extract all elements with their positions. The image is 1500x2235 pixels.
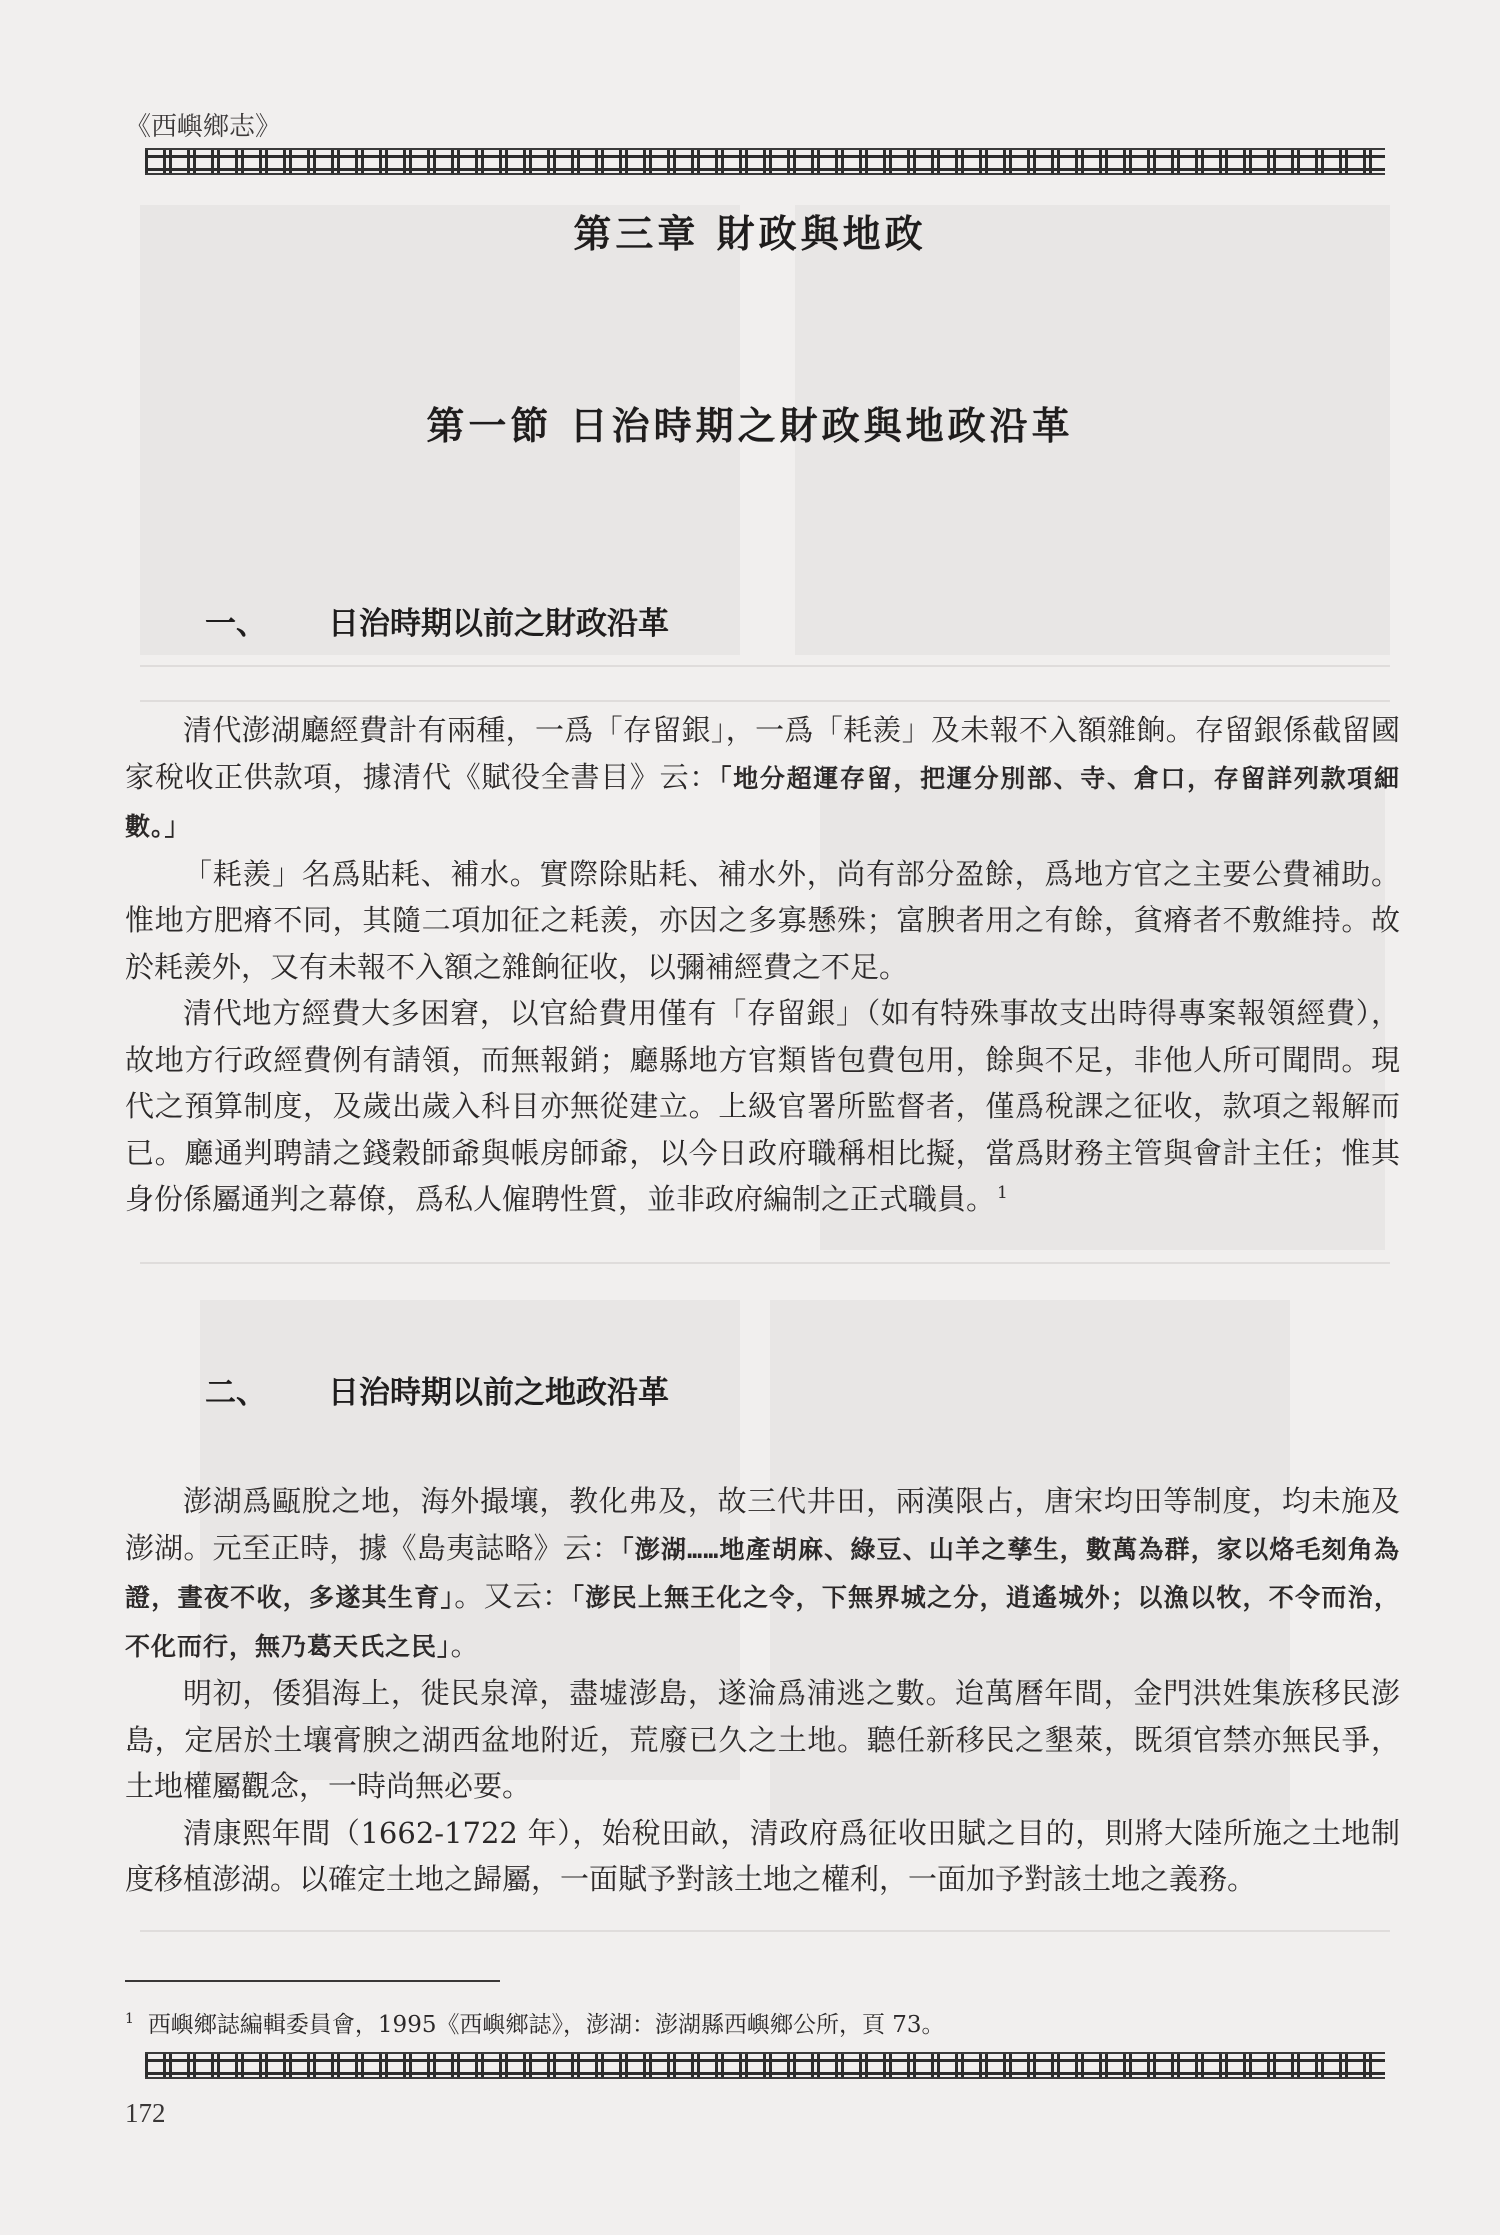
paragraph bbox=[125, 990, 1400, 1223]
paragraph-text: 澎湖爲甌脫之地，海外撮壤，教化弗及，故三代井田，兩漢限占，唐宋均田等制度，均未施及澎湖。元至正時，據《島夷誌略》云： bbox=[125, 1484, 1400, 1565]
subsection-number: 一、 bbox=[205, 606, 267, 642]
paragraph bbox=[125, 851, 1400, 991]
footnote bbox=[125, 2006, 1405, 2039]
paragraph-text: 清代地方經費大多困窘，以官給費用僅有「存留銀」（如有特殊事故支出時得專案報領經費），故地方行政經費例有請領，而無報銷；廳縣地方官類皆包費包用，餘與不足，非他人所可聞問。現代之預算制度，及歲出歲入科目亦無從建立。上級官署所監督者，僅爲稅課之征收，款項之報解而已。廳通判聘請之錢穀師爺與帳房師爺，以今日政府職稱相比擬，當爲財務主管與會計主任；惟其身份係屬通判之幕僚，爲私人僱聘性質，並非政府編制之正式職員。 bbox=[125, 996, 1400, 1216]
show-through-rule bbox=[140, 700, 1390, 702]
paragraph-text: 。 bbox=[450, 1627, 480, 1662]
subsection-1-body bbox=[125, 707, 1400, 1223]
subsection-heading-2 bbox=[205, 1367, 669, 1412]
chapter-title: 第三章 財政與地政 bbox=[573, 211, 927, 256]
paragraph bbox=[125, 1670, 1400, 1810]
show-through-rule bbox=[140, 665, 1390, 667]
subsection-2-body bbox=[125, 1478, 1400, 1903]
page-number: 172 bbox=[125, 2098, 166, 2128]
paragraph-text: 清代澎湖廳經費計有兩種，一爲「存留銀」，一爲「耗羨」及未報不入額雜餉。存留銀係截留國家稅收正供款項，據清代《賦役全書目》云： bbox=[125, 713, 1400, 794]
paragraph bbox=[125, 707, 1400, 851]
show-through-rule bbox=[140, 1930, 1390, 1932]
footnote-separator bbox=[125, 1980, 500, 1982]
subsection-title: 日治時期以前之財政沿革 bbox=[328, 606, 669, 642]
quotation: 「地分超運存留，把運分別部、寺、倉口，存留詳列款項細數。」 bbox=[125, 763, 1400, 841]
subsection-title: 日治時期以前之地政沿革 bbox=[328, 1375, 669, 1411]
bottom-ornamental-border bbox=[145, 2052, 1385, 2079]
paragraph-text: 清康熙年間（1662-1722 年），始稅田畝，清政府爲征收田賦之目的，則將大陸所施之土地制度移植澎湖。以確定土地之歸屬，一面賦予對該土地之權利，一面加予對該土地之義務。 bbox=[125, 1815, 1400, 1896]
top-ornamental-border bbox=[145, 148, 1385, 175]
footnote-marker: 1 bbox=[125, 2011, 134, 2028]
show-through-rule bbox=[140, 1262, 1390, 1264]
section-title: 第一節 日治時期之財政與地政沿革 bbox=[426, 403, 1074, 448]
subsection-number: 二、 bbox=[205, 1375, 267, 1411]
paragraph bbox=[125, 1810, 1400, 1903]
footnote-reference: 1 bbox=[997, 1183, 1008, 1204]
paragraph-text: 「耗羨」名爲貼耗、補水。實際除貼耗、補水外，尚有部分盈餘，爲地方官之主要公費補助。惟地方肥瘠不同，其隨二項加征之耗羨，亦因之多寡懸殊；富腴者用之有餘，貧瘠者不敷維持。故於耗羨外，又有未報不入額之雜餉征收，以彌補經費之不足。 bbox=[125, 856, 1400, 984]
paragraph-text: 明初，倭猖海上，徙民泉漳，盡墟澎島，遂淪爲浦逃之數。迨萬曆年間，金門洪姓集族移民澎島，定居於土壤膏腴之湖西盆地附近，荒廢已久之土地。聽任新移民之墾萊，既須官禁亦無民爭，土地權屬觀念，一時尚無必要。 bbox=[125, 1676, 1400, 1803]
subsection-heading-1 bbox=[205, 598, 669, 643]
running-head: 《西嶼鄉志》 bbox=[125, 112, 282, 141]
footnote-text: 西嶼鄉誌編輯委員會，1995《西嶼鄉誌》，澎湖：澎湖縣西嶼鄉公所，頁 73。 bbox=[147, 2012, 945, 2038]
paragraph bbox=[125, 1478, 1400, 1670]
paragraph-text: 。又云： bbox=[454, 1579, 572, 1613]
quotation: 「澎民上無王化之令，下無界城之分，逍遙城外；以漁以牧，不令而治，不化而行，無乃葛天氏之民」 bbox=[125, 1583, 1400, 1661]
quotation: 「澎湖……地產胡麻、綠豆、山羊之孳生，數萬為群，家以烙毛刻角為證，晝夜不收，多遂其生育」 bbox=[125, 1534, 1400, 1612]
